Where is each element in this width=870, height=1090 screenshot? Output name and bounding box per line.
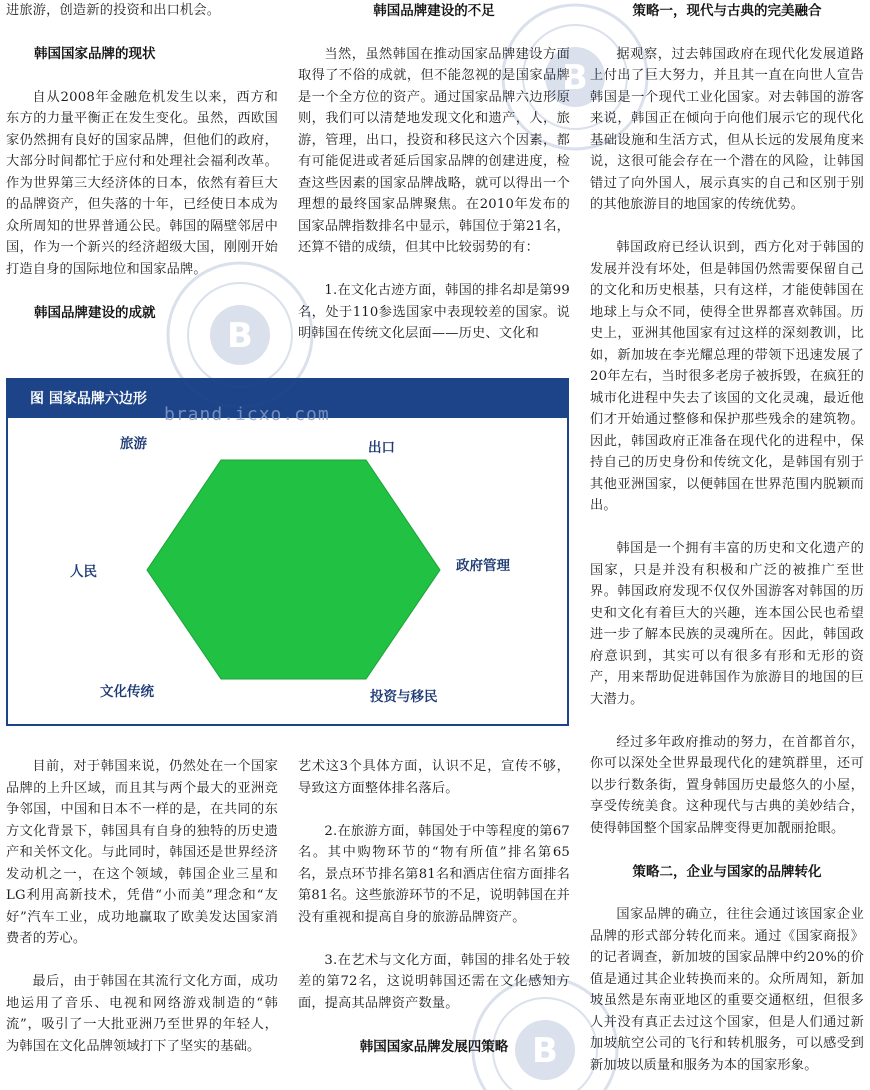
section-heading-achievements: 韩国品牌建设的成就 (34, 304, 156, 321)
strategy1-paragraph-3: 韩国是一个拥有丰富的历史和文化遗产的国家，只是并没有积极和广泛的被推广至世界。韩国政府发现不仅仅外国游客对韩国的历史和文化有着巨大的兴趣，连本国公民也希望进一步了解本民族的灵魂所在。因此，韩国政府意识到，其实可以有很多有形和无形的资产，用来帮助促进韩国作为旅游目的地国的巨大潜力。 (590, 541, 864, 707)
middle-column (298, 0, 570, 345)
section-heading-status: 韩国国家品牌的现状 (34, 46, 156, 62)
strategy2-paragraph: 国家品牌的确立，往往会通过该国家企业品牌的形式部分转化而来。通过《国家商报》的记者调查，新加坡的国家品牌中约20%的价值是通过其企业转换而来的。众所周知，新加坡虽然是东南亚地区的重要交通枢纽，但很多人并没有真正去过这个国家，但是人们通过新加坡航空公司的飞行和转机服务，可以感受到新加坡以质量和服务为本的国家形象。 (590, 907, 864, 1073)
hexagon-diagram (8, 380, 567, 724)
current-status-paragraph: 目前，对于韩国来说，仍然处在一个国家品牌的上升区域，而且其与两个最大的亚洲竞争邻国，中国和日本不一样的是，在共同的东方文化背景下，韩国具有自身的独特的历史遗产和关怀文化。与此同时，韩国还是世界经济发动机之一，在这个领域，韩国企业三星和LG利用高新技术，凭借“小而美”理念和“友好”汽车工业，成功地赢取了欧美发达国家消费者的芳心。 (6, 759, 278, 946)
intro-tail-text: 进旅游，创造新的投资和出口机会。 (6, 3, 221, 18)
korean-wave-paragraph: 最后，由于韩国在其流行文化方面，成功地运用了音乐、电视和网络游戏制造的“韩流”，吸引了一大批亚洲乃至世界的年轻人，为韩国在文化品牌领域打下了坚实的基础。 (6, 974, 278, 1054)
strategy1-heading: 策略一，现代与古典的完美融合 (632, 3, 822, 19)
status-paragraph: 自从2008年金融危机发生以来，西方和东方的力量平衡正在发生变化。虽然，西欧国家仍然拥有良好的国家品牌，但他们的政府，大部分时间都忙于应付和处理社会福利改革。作为世界第三大经济体的日本，依然有着巨大的品牌资产，但失落的十年，已经使日本成为众所周知的世界普通公民。韩国的隔壁邻居中国，作为一个新兴的经济超级大国，刚刚开始打造自身的国际地位和国家品牌。 (6, 89, 278, 277)
hexagon-label-investment: 投资与移民 (370, 689, 438, 705)
figure-title: 图 国家品牌六边形 (8, 380, 567, 418)
point1-text-bottom: 艺术这3个具体方面，认识不足，宣传不够，导致这方面整体排名落后。 (298, 759, 570, 796)
hexagon-label-culture: 文化传统 (100, 684, 154, 700)
point2-text: 2.在旅游方面，韩国处于中等程度的第67名。其中购物环节的“物有所值”排名第65名，景点环节排名第81名和酒店住宿方面排名第81名。这些旅游环节的不足，说明韩国在并没有重视和提高自身的旅游品牌资产。 (298, 823, 570, 925)
hexagon-label-governance: 政府管理 (456, 558, 510, 574)
strategy2-heading: 策略二，企业与国家的品牌转化 (632, 863, 822, 880)
hexagon-label-people: 人民 (70, 564, 97, 580)
left-column (6, 0, 278, 324)
point1-text-top: 1.在文化古迹方面，韩国的排名却是第99名，处于110参选国家中表现较差的国家。说明韩国在传统文化层面——历史、文化和 (298, 283, 570, 341)
shortcomings-paragraph: 当然，虽然韩国在推动国家品牌建设方面取得了不俗的成就，但不能忽视的是国家品牌是一个全方位的资产。通过国家品牌六边形原则，我们可以清楚地发现文化和遗产，人，旅游，管理，出口，投资和移民这六个因素，都有可能促进或者延后国家品牌的创建进度，检查这些因素的国家品牌战略，就可以得出一个理想的最终国家品牌聚焦。在2010年发布的国家品牌指数排名中显示，韩国位于第21名，还算不错的成绩，但其中比较弱势的有： (298, 46, 570, 255)
hexagon-label-tourism: 旅游 (120, 436, 147, 452)
hexagon-label-export: 出口 (368, 440, 395, 456)
section-heading-shortcomings: 韩国品牌建设的不足 (373, 3, 495, 19)
point3-text: 3.在艺术与文化方面，韩国的排名处于较差的第72名，这说明韩国还需在文化感知方面，提高其品牌资产数量。 (298, 952, 570, 1011)
right-column (590, 0, 864, 1076)
figure-watermark-text: brand.icxo.com (164, 404, 330, 425)
seal-letter: B (532, 1031, 558, 1071)
four-strategies-heading: 韩国国家品牌发展四策略 (359, 1038, 509, 1055)
middle-column-bottom (298, 756, 570, 1058)
strategy1-paragraph-4: 经过多年政府推动的努力，在首都首尔，你可以深处全世界最现代化的建筑群里，还可以步行数条街，置身韩国历史最悠久的小屋，享受传统美食。这种现代与古典的美妙结合，使得韩国整个国家品牌变得更加靓丽抢眼。 (590, 734, 864, 836)
hexagon-shape (147, 460, 440, 679)
brand-hexagon-figure (6, 378, 569, 726)
left-column-bottom (6, 756, 278, 1057)
strategy1-paragraph-1: 据观察，过去韩国政府在现代化发展道路上付出了巨大努力，并且其一直在向世人宣告韩国是一个现代工业化国家。对去韩国的游客来说，韩国正在倾向于向他们展示它的现代化基础设施和生活方式，但从长远的发展角度来说，这很可能会存在一个潜在的风险，让韩国错过了向外国人，展示真实的自己和区别于别的其他旅游目的地国家的传统优势。 (590, 46, 864, 212)
seal-letter: B (562, 58, 588, 98)
strategy1-paragraph-2: 韩国政府已经认识到，西方化对于韩国的发展并没有坏处，但是韩国仍然需要保留自己的文化和历史根基，只有这样，才能使韩国在地球上与众不同，使得全世界都喜欢韩国。历史上，亚洲其他国家有过这样的深刻教训，比如，新加坡在李光耀总理的带领下迅速发展了20年左右，当时很多老房子被拆毁，在疯狂的城市化进程中失去了该国的文化灵魂，最近他们才开始通过整修和保护那些残余的建筑物。因此，韩国政府正准备在现代化的进程中，保持自己的历史身份和传统文化，是韩国有别于其他亚洲国家，以便韩国在世界范围内脱颖而出。 (590, 240, 864, 513)
seal-letter: B (227, 316, 253, 356)
